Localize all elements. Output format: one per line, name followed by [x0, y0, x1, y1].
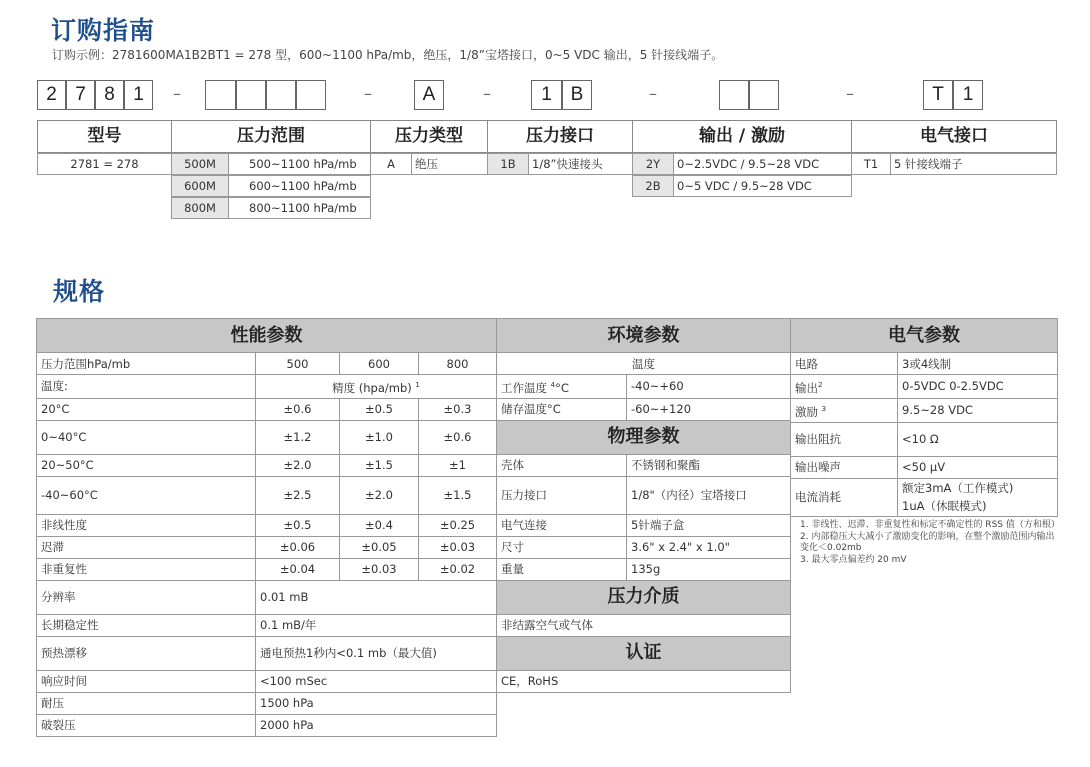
value-cell: ±0.03 [340, 558, 419, 580]
value-cell: 1/8"（内径）宝塔接口 [627, 476, 791, 514]
separator-dash: – [173, 84, 181, 103]
value-cell: <100 mSec [256, 670, 497, 692]
accuracy-label: 精度 (hpa/mb) $^1$ [256, 375, 497, 399]
range-text: 600~1100 hPa/mb [228, 175, 371, 197]
value-cell: ±0.5 [340, 398, 419, 420]
value-cell: ±0.03 [419, 536, 497, 558]
row-label: 迟滞 [37, 536, 256, 558]
row-label: 重量 [497, 558, 627, 580]
row-label: -40~60°C [37, 476, 256, 514]
footnotes [800, 520, 1062, 566]
environment-table [496, 318, 791, 693]
output-text: 0~2.5VDC / 9.5~28 VDC [673, 153, 852, 175]
header-pressure-range: 压力范围 [171, 120, 371, 153]
value-cell: 135g [627, 558, 791, 580]
media-header: 压力介质 [497, 580, 791, 614]
header-pressure-port: 压力接口 [487, 120, 633, 153]
row-label: 耐压 [37, 692, 256, 714]
footnote: 2. 内部稳压大大减小了激励变化的影响，在整个激励范围内输出变化＜0.02mb [800, 531, 1055, 553]
range-text: 800~1100 hPa/mb [228, 197, 371, 219]
row-label: 20~50°C [37, 454, 256, 476]
model-digit-box: 7 [66, 80, 95, 110]
value-cell: ±1.5 [340, 454, 419, 476]
spec-title: 规格 [53, 277, 106, 306]
value-cell: ±0.5 [256, 514, 340, 536]
op-temp-label: 工作温度 $^4$°C [497, 375, 627, 399]
op-temp-value: -40~+60 [627, 375, 791, 399]
excitation-label: 激励 $^3$ [791, 398, 898, 422]
header-pressure-type: 压力类型 [370, 120, 488, 153]
output-box [719, 80, 749, 110]
model-digit-box: 2 [37, 80, 66, 110]
row-label: 长期稳定性 [37, 614, 256, 636]
footnote: 3. 最大零点偏差约 20 mV [800, 554, 907, 565]
header-output-excitation: 输出 / 激励 [632, 120, 852, 153]
header-electrical: 电气接口 [851, 120, 1057, 153]
value-cell: 通电预热1秒内<0.1 mb（最大值) [256, 636, 497, 670]
noise-value: <50 µV [898, 456, 1058, 478]
ordering-title: 订购指南 [51, 16, 156, 45]
range-box [266, 80, 296, 110]
separator-dash: – [846, 84, 854, 103]
range-box [205, 80, 236, 110]
port-code: 1B [487, 153, 529, 175]
electrical-text: 5 针接线端子 [890, 153, 1057, 175]
circuit-value: 3或4线制 [898, 353, 1058, 375]
electrical-code: T1 [851, 153, 891, 175]
range-code: 500M [171, 153, 229, 175]
value-cell: ±1.2 [256, 420, 340, 454]
media-value: 非结露空气或气体 [497, 614, 791, 636]
row-label: 非重复性 [37, 558, 256, 580]
performance-header: 性能参数 [37, 319, 497, 353]
value-cell: ±2.0 [256, 454, 340, 476]
range-text: 500~1100 hPa/mb [228, 153, 371, 175]
row-label: 20°C [37, 398, 256, 420]
row-label: 0~40°C [37, 420, 256, 454]
range-box [296, 80, 326, 110]
value-cell: 1500 hPa [256, 692, 497, 714]
value-cell: ±0.3 [419, 398, 497, 420]
row-label: 破裂压 [37, 714, 256, 736]
col-600: 600 [340, 353, 419, 375]
value-cell: 0.01 mB [256, 580, 497, 614]
row-label: 预热漂移 [37, 636, 256, 670]
value-cell: ±0.6 [419, 420, 497, 454]
header-model: 型号 [37, 120, 172, 153]
impedance-label: 输出阻抗 [791, 422, 898, 456]
storage-temp-value: -60~+120 [627, 398, 791, 420]
electrical-table [790, 318, 1058, 517]
separator-dash: – [364, 84, 372, 103]
separator-dash: – [483, 84, 491, 103]
value-cell: 2000 hPa [256, 714, 497, 736]
value-cell: ±2.0 [340, 476, 419, 514]
port-box: 1 [531, 80, 562, 110]
row-label: 电气连接 [497, 514, 627, 536]
output-label: 输出$^2$ [791, 375, 898, 399]
range-label: 压力范围hPa/mb [37, 353, 256, 375]
port-box: B [562, 80, 592, 110]
type-code: A [370, 153, 412, 175]
value-cell: ±2.5 [256, 476, 340, 514]
range-code: 800M [171, 197, 229, 219]
output-value: 0-5VDC 0-2.5VDC [898, 375, 1058, 399]
value-cell: ±1.0 [340, 420, 419, 454]
value-cell: ±0.06 [256, 536, 340, 558]
row-label: 响应时间 [37, 670, 256, 692]
value-cell: ±0.25 [419, 514, 497, 536]
range-box [236, 80, 266, 110]
value-cell: 不锈钢和聚酯 [627, 454, 791, 476]
current-label: 电流消耗 [791, 478, 898, 516]
output-code: 2Y [632, 153, 674, 175]
electrical-box: T [923, 80, 953, 110]
model-digit-box: 8 [95, 80, 124, 110]
footnote: 1. 非线性、迟滞、非重复性和标定不确定性的 RSS 值（方和根） [800, 520, 1060, 530]
value-cell: ±0.04 [256, 558, 340, 580]
row-label: 尺寸 [497, 536, 627, 558]
env-temp-label: 温度 [497, 353, 791, 375]
row-label: 分辨率 [37, 580, 256, 614]
type-box: A [414, 80, 444, 110]
electrical-header: 电气参数 [791, 319, 1058, 353]
excitation-value: 9.5~28 VDC [898, 398, 1058, 422]
row-label: 压力接口 [497, 476, 627, 514]
current-value: 额定3mA（工作模式) 1uA（休眠模式) [898, 478, 1058, 516]
type-text: 绝压 [411, 153, 488, 175]
noise-label: 输出噪声 [791, 456, 898, 478]
row-label: 壳体 [497, 454, 627, 476]
ordering-example: 订购示例：2781600MA1B2BT1 = 278 型，600~1100 hPa/mb，绝压，1/8”宝塔接口，0~5 VDC 输出，5 针接线端子。 [52, 48, 724, 62]
port-text: 1/8”快速接头 [528, 153, 633, 175]
output-code: 2B [632, 175, 674, 197]
value-cell: ±0.02 [419, 558, 497, 580]
temp-label: 温度: [37, 375, 256, 399]
performance-table [36, 318, 497, 737]
impedance-value: <10 Ω [898, 422, 1058, 456]
value-cell: ±1.5 [419, 476, 497, 514]
environment-header: 环境参数 [497, 319, 791, 353]
physical-header: 物理参数 [497, 420, 791, 454]
certification-value: CE，RoHS [497, 670, 791, 692]
value-cell: 5针端子盒 [627, 514, 791, 536]
certification-header: 认证 [497, 636, 791, 670]
row-label: 非线性度 [37, 514, 256, 536]
output-text: 0~5 VDC / 9.5~28 VDC [673, 175, 852, 197]
value-cell: ±1 [419, 454, 497, 476]
electrical-box: 1 [953, 80, 983, 110]
col-800: 800 [419, 353, 497, 375]
model-text: 2781 = 278 [37, 153, 172, 175]
separator-dash: – [649, 84, 657, 103]
circuit-label: 电路 [791, 353, 898, 375]
value-cell: 0.1 mB/年 [256, 614, 497, 636]
range-code: 600M [171, 175, 229, 197]
value-cell: ±0.05 [340, 536, 419, 558]
model-digit-box: 1 [124, 80, 153, 110]
value-cell: ±0.4 [340, 514, 419, 536]
col-500: 500 [256, 353, 340, 375]
value-cell: ±0.6 [256, 398, 340, 420]
value-cell: 3.6" x 2.4" x 1.0" [627, 536, 791, 558]
storage-temp-label: 储存温度°C [497, 398, 627, 420]
output-box [749, 80, 779, 110]
